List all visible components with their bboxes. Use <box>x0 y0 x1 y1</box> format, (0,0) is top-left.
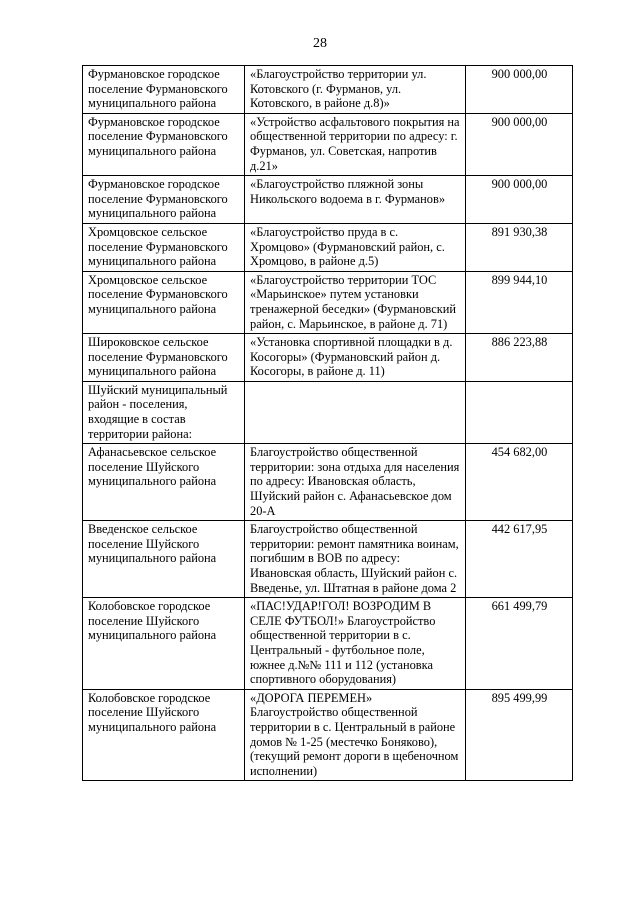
amount-cell: 895 499,99 <box>466 689 573 781</box>
municipality-cell: Колобовское городское поселение Шуйского муниципального района <box>83 689 245 781</box>
project-cell: Благоустройство общественной территории: зона отдыха для населения по адресу: Ивановская область, Шуйский район с. Афанасьевское дом 20-А <box>245 444 466 521</box>
page-number: 28 <box>313 36 327 51</box>
municipality-cell: Фурмановское городское поселение Фурмановского муниципального района <box>83 176 245 224</box>
amount-cell: 661 499,79 <box>466 598 573 690</box>
project-cell: «ДОРОГА ПЕРЕМЕН» Благоустройство общественной территории в с. Центральный в районе домов № 1-25 (местечко Боняково), (текущий ремонт дороги в щебеночном исполнении) <box>245 689 466 781</box>
amount-cell: 900 000,00 <box>466 176 573 224</box>
table-row <box>83 521 573 598</box>
project-cell: Благоустройство общественной территории: ремонт памятника воинам, погибшим в ВОВ по адресу: Ивановская область, Шуйский район с. Введенье, ул. Штатная в районе дома 2 <box>245 521 466 598</box>
table-row <box>83 598 573 690</box>
table-row <box>83 689 573 781</box>
project-cell: «ПАС!УДАР!ГОЛ! ВОЗРОДИМ В СЕЛЕ ФУТБОЛ!» Благоустройство общественной территории в с. Центральный - футбольное поле, южнее д.№№ 111 и 112 (установка спортивного оборудования) <box>245 598 466 690</box>
project-cell: «Благоустройство пляжной зоны Никольского водоема в г. Фурманов» <box>245 176 466 224</box>
project-cell: «Установка спортивной площадки в д. Косогоры» (Фурмановский район д. Косогоры, в районе д. 11) <box>245 334 466 382</box>
table-row <box>83 223 573 271</box>
table-row <box>83 176 573 224</box>
municipality-cell: Хромцовское сельское поселение Фурмановского муниципального района <box>83 271 245 333</box>
municipality-cell: Колобовское городское поселение Шуйского муниципального района <box>83 598 245 690</box>
municipality-cell: Фурмановское городское поселение Фурмановского муниципального района <box>83 113 245 175</box>
grant-table <box>82 65 573 781</box>
municipality-cell: Хромцовское сельское поселение Фурмановского муниципального района <box>83 223 245 271</box>
table-row <box>83 113 573 175</box>
project-cell: «Благоустройство территории ТОС «Марьинское» путем установки тренажерной беседки» (Фурмановский район, с. Марьинское, в районе д. 71) <box>245 271 466 333</box>
project-cell: «Устройство асфальтового покрытия на общественной территории по адресу: г. Фурманов, ул. Советская, напротив д.21» <box>245 113 466 175</box>
municipality-cell: Введенское сельское поселение Шуйского муниципального района <box>83 521 245 598</box>
amount-cell: 442 617,95 <box>466 521 573 598</box>
table-row <box>83 381 573 443</box>
amount-cell: 454 682,00 <box>466 444 573 521</box>
table-row <box>83 444 573 521</box>
amount-cell: 886 223,88 <box>466 334 573 382</box>
municipality-cell: Афанасьевское сельское поселение Шуйского муниципального района <box>83 444 245 521</box>
project-cell: «Благоустройство территории ул. Котовского (г. Фурманов, ул. Котовского, в районе д.8)» <box>245 66 466 114</box>
table-row <box>83 271 573 333</box>
municipality-cell: Широковское сельское поселение Фурмановского муниципального района <box>83 334 245 382</box>
amount-cell: 900 000,00 <box>466 113 573 175</box>
project-cell: «Благоустройство пруда в с. Хромцово» (Фурмановский район, с. Хромцово, в районе д.5) <box>245 223 466 271</box>
project-cell <box>245 381 466 443</box>
municipality-cell: Шуйский муниципальный район - поселения, входящие в состав территории района: <box>83 381 245 443</box>
amount-cell: 900 000,00 <box>466 66 573 114</box>
amount-cell: 899 944,10 <box>466 271 573 333</box>
amount-cell <box>466 381 573 443</box>
amount-cell: 891 930,38 <box>466 223 573 271</box>
municipality-cell: Фурмановское городское поселение Фурмановского муниципального района <box>83 66 245 114</box>
table-row <box>83 66 573 114</box>
table-row <box>83 334 573 382</box>
